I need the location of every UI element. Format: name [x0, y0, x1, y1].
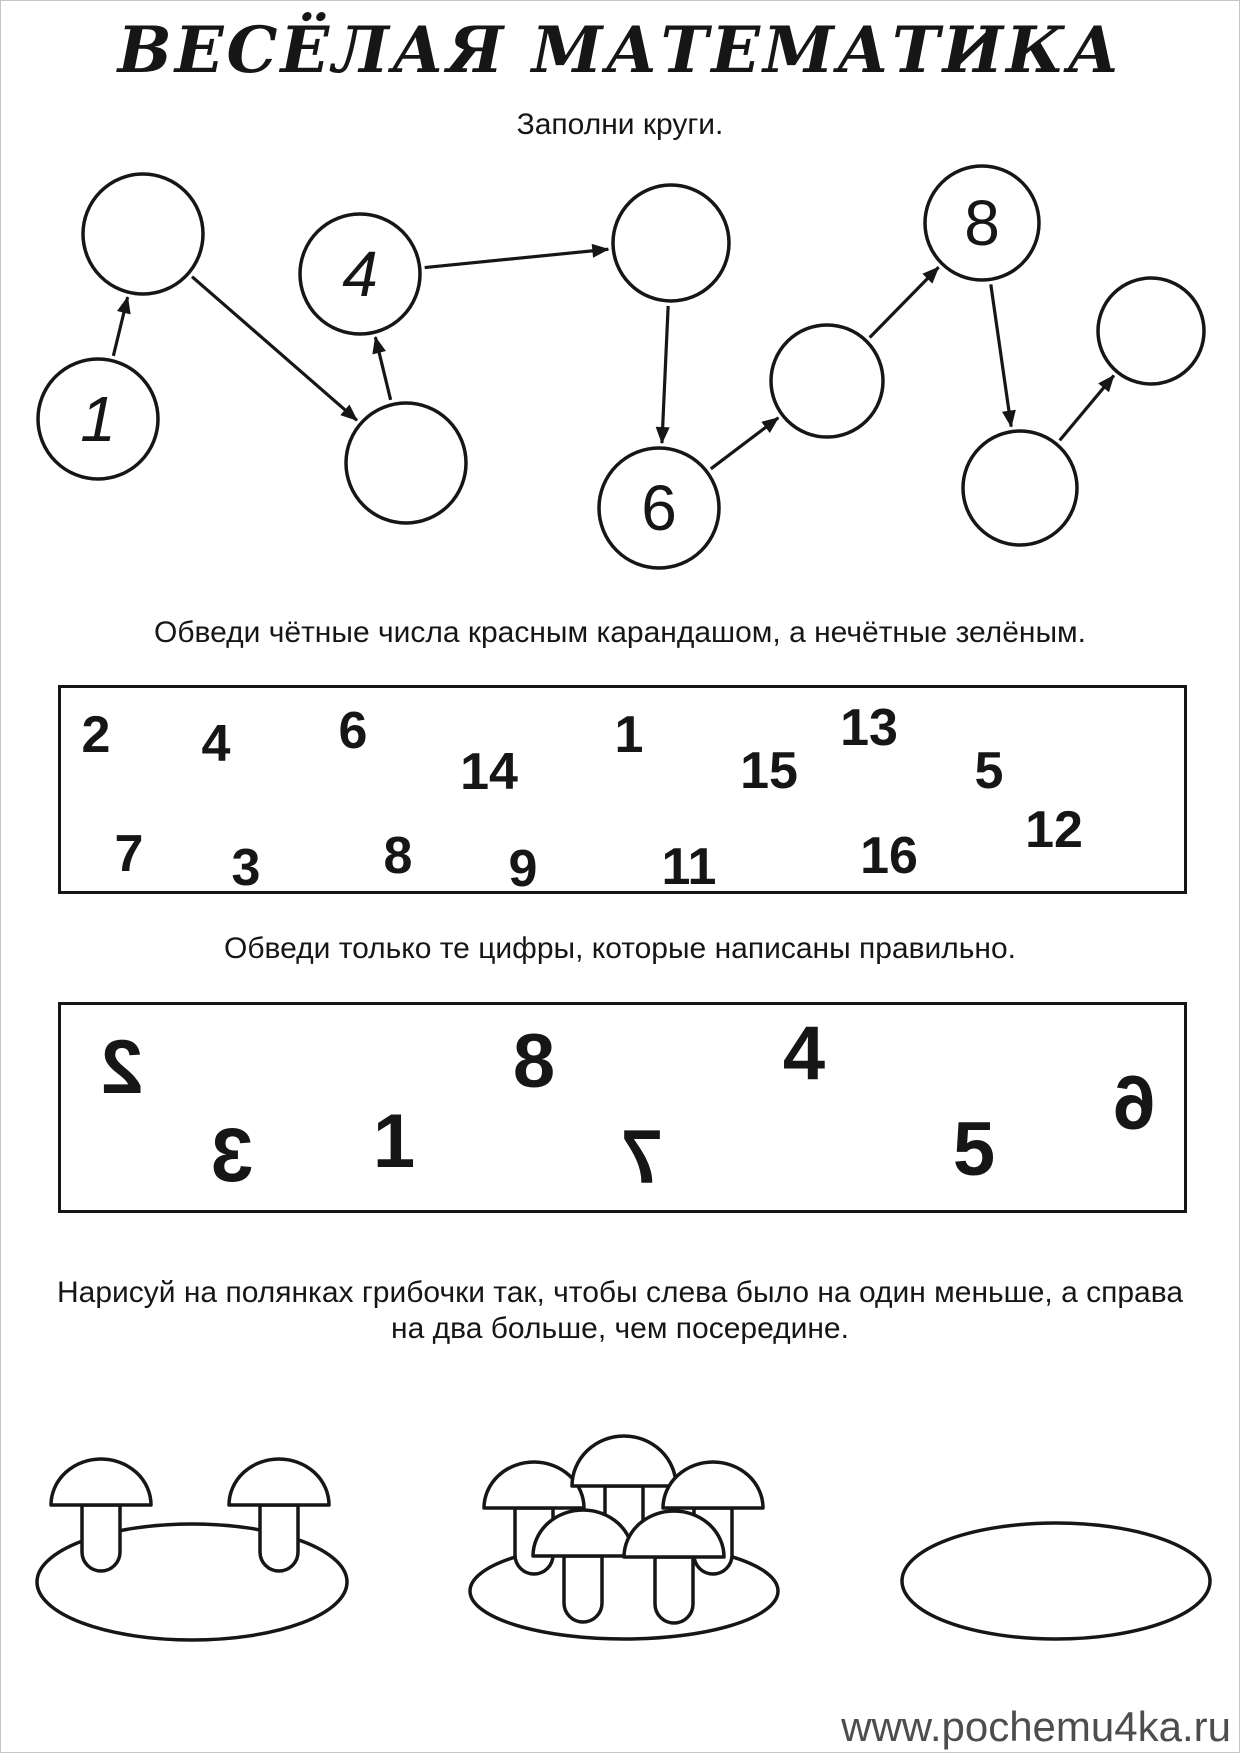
- mirrored-glyph: 6: [1112, 1061, 1156, 1146]
- instruction-mushrooms-line2: на два больше, чем посередине.: [391, 1312, 849, 1345]
- mirrored-glyph: 3: [210, 1113, 254, 1198]
- number-6[interactable]: 6: [338, 702, 368, 760]
- number-5[interactable]: 5: [974, 742, 1004, 800]
- arrow-8-to-9: [991, 284, 1011, 426]
- number-15[interactable]: 15: [740, 742, 798, 800]
- clearing-left: [37, 1459, 347, 1640]
- digit-7-mirrored[interactable]: [620, 1115, 664, 1200]
- clearing-right: [902, 1523, 1210, 1639]
- digit-5[interactable]: 5: [952, 1107, 996, 1192]
- number-13[interactable]: 13: [840, 699, 898, 757]
- circle-outline: [83, 174, 203, 294]
- instruction-even-odd: Обведи чётные числа красным карандашом, а нечётные зелёным.: [154, 616, 1086, 649]
- given-number-circle-6: [599, 448, 719, 568]
- circle-outline: [346, 403, 466, 523]
- mirrored-glyph: 7: [620, 1115, 664, 1200]
- number-14[interactable]: 14: [460, 743, 518, 801]
- instruction-mushrooms-line1: Нарисуй на полянках грибочки так, чтобы слева было на один меньше, а справа: [56, 1276, 1184, 1309]
- number-11[interactable]: 11: [661, 838, 717, 896]
- mushroom-stem: [260, 1505, 298, 1571]
- number-7[interactable]: 7: [114, 825, 144, 883]
- given-number-circle-4: [300, 214, 420, 334]
- answer-circle-7[interactable]: [771, 325, 883, 437]
- arrow-7-to-8: [870, 267, 939, 337]
- footer-url: www.pochemu4ka.ru: [841, 1702, 1231, 1750]
- arrow-1-to-2: [113, 297, 127, 356]
- mushroom-cap: [572, 1436, 676, 1486]
- instruction-mushrooms: [1, 1275, 1239, 1347]
- number-1[interactable]: 1: [614, 706, 644, 764]
- mushroom-stem: [82, 1505, 120, 1571]
- page-title: ВЕСЁЛАЯ МАТЕМАТИКА: [117, 13, 1123, 88]
- instruction-fill-circles: Заполни круги.: [516, 108, 724, 141]
- mushroom-stem: [655, 1557, 693, 1623]
- answer-circle-2[interactable]: [83, 174, 203, 294]
- mushroom-clearings: [1, 1399, 1240, 1661]
- arrow-5-to-6: [662, 306, 668, 443]
- digit-3-mirrored[interactable]: [210, 1113, 254, 1198]
- mushroom-cap: [51, 1459, 151, 1505]
- mushroom-cap: [484, 1462, 584, 1508]
- number-3[interactable]: 3: [231, 839, 261, 897]
- given-number-circle-1: [38, 359, 158, 479]
- fill-circles-diagram: [1, 151, 1240, 571]
- number-2[interactable]: 2: [81, 706, 111, 764]
- circle-number-label: 4: [342, 238, 378, 310]
- digit-1[interactable]: 1: [372, 1099, 416, 1184]
- even-odd-numbers-box: [58, 685, 1187, 898]
- number-8[interactable]: 8: [383, 827, 413, 885]
- circle-outline: [771, 325, 883, 437]
- number-4[interactable]: 4: [201, 715, 231, 773]
- digit-2-mirrored[interactable]: [100, 1025, 144, 1110]
- circle-number-label: 1: [80, 383, 116, 455]
- circle-outline: [1098, 278, 1204, 384]
- correct-digits-box: [58, 1002, 1187, 1213]
- clearing-middle: [470, 1436, 778, 1639]
- number-16[interactable]: 16: [860, 827, 918, 885]
- number-9[interactable]: 9: [508, 840, 538, 898]
- circle-number-label: 8: [964, 187, 1000, 259]
- instruction-correct-digits: Обведи только те цифры, которые написаны правильно.: [223, 932, 1017, 965]
- answer-circle-10[interactable]: [1098, 278, 1204, 384]
- answer-circle-3[interactable]: [346, 403, 466, 523]
- digit-4[interactable]: 4: [782, 1011, 826, 1096]
- mirrored-glyph: 2: [100, 1025, 144, 1110]
- mushroom-cap: [663, 1462, 763, 1508]
- digit-6-mirrored[interactable]: [1112, 1061, 1156, 1146]
- mushroom-cap: [229, 1459, 329, 1505]
- arrow-6-to-7: [711, 418, 778, 469]
- circle-outline: [963, 431, 1077, 545]
- digit-8[interactable]: 8: [512, 1019, 556, 1104]
- arrow-3-to-4: [375, 337, 390, 400]
- clearing-right-ellipse[interactable]: [902, 1523, 1210, 1639]
- number-12[interactable]: 12: [1025, 801, 1083, 859]
- circle-number-label: 6: [641, 472, 677, 544]
- arrow-9-to-10: [1060, 376, 1114, 441]
- answer-circle-9[interactable]: [963, 431, 1077, 545]
- given-number-circle-8: [925, 166, 1039, 280]
- arrow-4-to-5: [425, 249, 609, 267]
- answer-circle-5[interactable]: [613, 185, 729, 301]
- mushroom-stem: [564, 1556, 602, 1622]
- circle-outline: [613, 185, 729, 301]
